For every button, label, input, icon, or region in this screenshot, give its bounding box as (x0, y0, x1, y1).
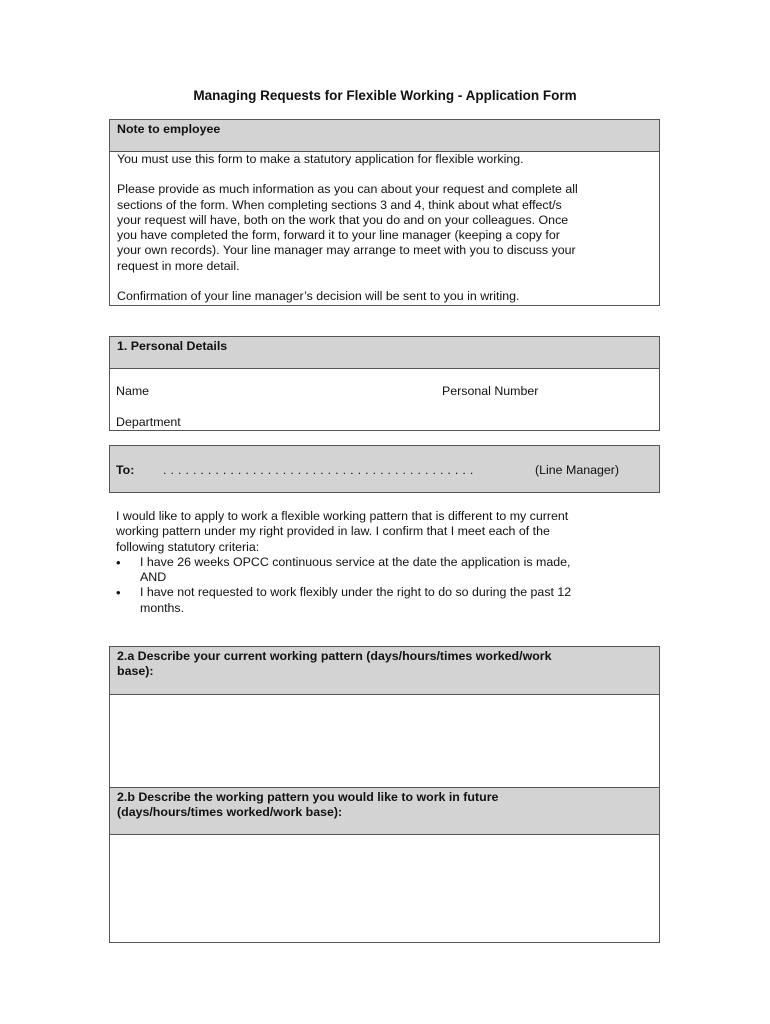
current-pattern-answer-area[interactable] (110, 695, 659, 787)
note-to-employee-box (109, 119, 660, 306)
statement (116, 509, 646, 616)
criteria-text: • I have not requested to work flexibly under the right to do so during the past 12 (140, 585, 572, 600)
statement-line: following statutory criteria: (116, 539, 260, 554)
note-paragraph-1: You must use this form to make a statutory application for flexible working. (117, 152, 524, 166)
department-label: Department (116, 415, 181, 429)
section-2a-heading-text: 2.a Describe your current working pattern (days/hours/times worked/work (117, 649, 552, 663)
note-paragraph-2-line: Please provide as much information as you can about your request and complete all (117, 182, 578, 197)
section-2b-heading-text: (days/hours/times worked/work base): (117, 805, 343, 819)
note-paragraph-2-line: sections of the form. When completing sections 3 and 4, think about what effect/s (117, 197, 562, 212)
note-paragraph-2-line: your request will have, both on the work that you do and on your colleagues. Once (117, 212, 569, 227)
note-paragraph-3: Confirmation of your line manager’s decision will be sent to you in writing. (117, 289, 520, 304)
note-heading (110, 120, 659, 152)
line-manager-input[interactable]: . . . . . . . . . . . . . . . . . . . . . . . . . . . . . . . . . . . . . . . . . . (163, 463, 474, 477)
to-label: To: (116, 463, 135, 477)
note-heading-text: Note to employee (117, 122, 221, 136)
section-2a-heading-text: base): (117, 664, 154, 678)
criteria-item (116, 555, 646, 586)
criteria-text: AND (140, 570, 167, 585)
department-field[interactable] (116, 415, 646, 431)
line-manager-box (109, 445, 660, 493)
section-2b-heading-text: 2.b Describe the working pattern you would like to work in future (117, 790, 499, 804)
criteria-list (116, 555, 646, 616)
personal-number-field[interactable] (442, 384, 652, 400)
personal-number-label: Personal Number (442, 384, 539, 398)
statement-line: working pattern under my right provided in law. I confirm that I meet each of the (116, 524, 550, 539)
personal-details-heading (110, 337, 659, 369)
criteria-text: • I have 26 weeks OPCC continuous service at the date the application is made, (140, 554, 571, 569)
name-field[interactable] (116, 384, 416, 400)
statement-line: I would like to apply to work a flexible working pattern that is different to my current (116, 509, 569, 523)
section-2a-heading (110, 647, 659, 695)
future-pattern-answer-area[interactable] (110, 835, 659, 940)
criteria-text: months. (140, 600, 185, 615)
note-paragraph-2-line: you have completed the form, forward it to your line manager (keeping a copy for (117, 228, 560, 243)
statement-paragraph (116, 509, 646, 555)
name-label: Name (116, 384, 150, 398)
note-paragraph-2 (117, 182, 652, 274)
note-paragraph-2-line: your own records). Your line manager may arrange to meet with you to discuss your (117, 243, 576, 258)
line-manager-suffix: (Line Manager) (535, 463, 620, 477)
personal-details-heading-text: 1. Personal Details (117, 339, 228, 353)
section-2b-heading (110, 787, 659, 835)
working-pattern-box (109, 646, 660, 943)
personal-details-box (109, 336, 660, 431)
form-title: Managing Requests for Flexible Working - Application Form (193, 88, 577, 103)
note-body (110, 152, 659, 304)
criteria-item (116, 585, 646, 616)
note-paragraph-2-line: request in more detail. (117, 258, 240, 273)
